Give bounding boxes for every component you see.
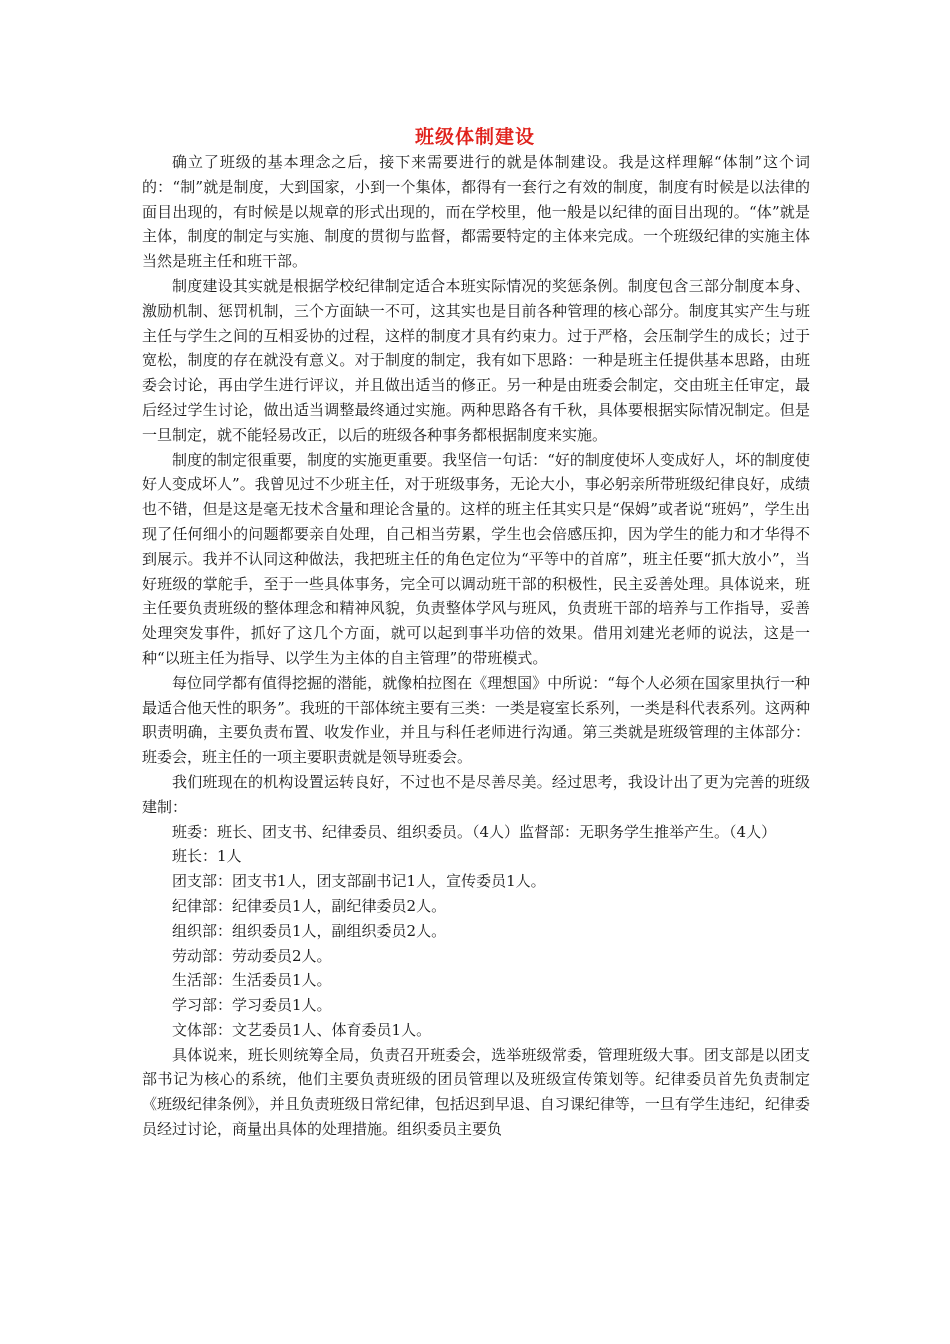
document-body [142,150,810,1142]
list-item: 劳动部：劳动委员2人。 [172,946,332,965]
paragraph: 制度的制定很重要，制度的实施更重要。我坚信一句话：“好的制度使坏人变成好人，坏的制度使好人变成坏人”。我曾见过不少班主任，对于班级事务，无论大小，事必躬亲所带班级纪律良好，成绩也不错，但是这是毫无技术含量和理论含量的。这样的班主任其实只是“保姆”或者说“班妈”，学生出现了任何细小的问题都要亲自处理，自己相当劳累，学生也会倍感压抑，因为学生的能力和才华得不到展示。我并不认同这种做法，我把班主任的角色定位为“平等中的首席”，班主任要“抓大放小”，当好班级的掌舵手，至于一些具体事务，完全可以调动班干部的积极性，民主妥善处理。具体说来，班主任要负责班级的整体理念和精神风貌，负责整体学风与班风，负责班干部的培养与工作指导，妥善处理突发事件，抓好了这几个方面，就可以起到事半功倍的效果。借用刘建光老师的说法，这是一种“以班主任为指导、以学生为主体的自主管理”的带班模式。 [142,450,810,667]
list-item: 学习部：学习委员1人。 [172,996,332,1015]
paragraph: 具体说来，班长则统筹全局，负责召开班委会，选举班级常委，管理班级大事。团支部是以团支部书记为核心的系统，他们主要负责班级的团员管理以及班级宣传策划等。纪律委员首先负责制定《班级纪律条例》，并且负责班级日常纪律，包括迟到早退、自习课纪律等，一旦有学生违纪，纪律委员经过讨论，商量出具体的处理措施。组织委员主要负 [142,1045,810,1139]
list-item: 生活部：生活委员1人。 [172,971,332,990]
list-item: 组织部：组织委员1人，副组织委员2人。 [172,921,447,940]
paragraph: 班委：班长、团支书、纪律委员、组织委员。（4人）监督部：无职务学生推举产生。（4人） [172,822,777,841]
list-item: 班长：1人 [172,847,242,866]
paragraph: 我们班现在的机构设置运转良好，不过也不是尽善尽美。经过思考，我设计出了更为完善的班级建制： [142,772,810,816]
list-item: 文体部：文艺委员1人、体育委员1人。 [172,1020,432,1039]
paragraph: 每位同学都有值得挖掘的潜能，就像柏拉图在《理想国》中所说：“每个人必须在国家里执行一种最适合他天性的职务”。我班的干部体统主要有三类：一类是寝室长系列，一类是科代表系列。这两种职责明确，主要负责布置、收发作业，并且与科任老师进行沟通。第三类就是班级管理的主体部分：班委会，班主任的一项主要职责就是领导班委会。 [142,673,810,767]
document-title: 班级体制建设 [414,126,535,148]
list-item: 团支部：团支书1人，团支部副书记1人，宣传委员1人。 [172,872,546,891]
list-item: 纪律部：纪律委员1人，副纪律委员2人。 [172,896,447,915]
paragraph: 制度建设其实就是根据学校纪律制定适合本班实际情况的奖惩条例。制度包含三部分制度本身、激励机制、惩罚机制，三个方面缺一不可，这其实也是目前各种管理的核心部分。制度其实产生与班主任与学生之间的互相妥协的过程，这样的制度才具有约束力。过于严格，会压制学生的成长；过于宽松，制度的存在就没有意义。对于制度的制定，我有如下思路：一种是班主任提供基本思路，由班委会讨论，再由学生进行评议，并且做出适当的修正。另一种是由班委会制定，交由班主任审定，最后经过学生讨论，做出适当调整最终通过实施。两种思路各有千秋，具体要根据实际情况制定。但是一旦制定，就不能轻易改正，以后的班级各种事务都根据制度来实施。 [142,276,810,444]
paragraph: 确立了班级的基本理念之后，接下来需要进行的就是体制建设。我是这样理解“体制”这个词的：“制”就是制度，大到国家，小到一个集体，都得有一套行之有效的制度，制度有时候是以法律的面目出现的，有时候是以规章的形式出现的，而在学校里，他一般是以纪律的面目出现的。“体”就是主体，制度的制定与实施、制度的贯彻与监督，都需要特定的主体来完成。一个班级纪律的实施主体当然是班主任和班干部。 [142,153,810,271]
